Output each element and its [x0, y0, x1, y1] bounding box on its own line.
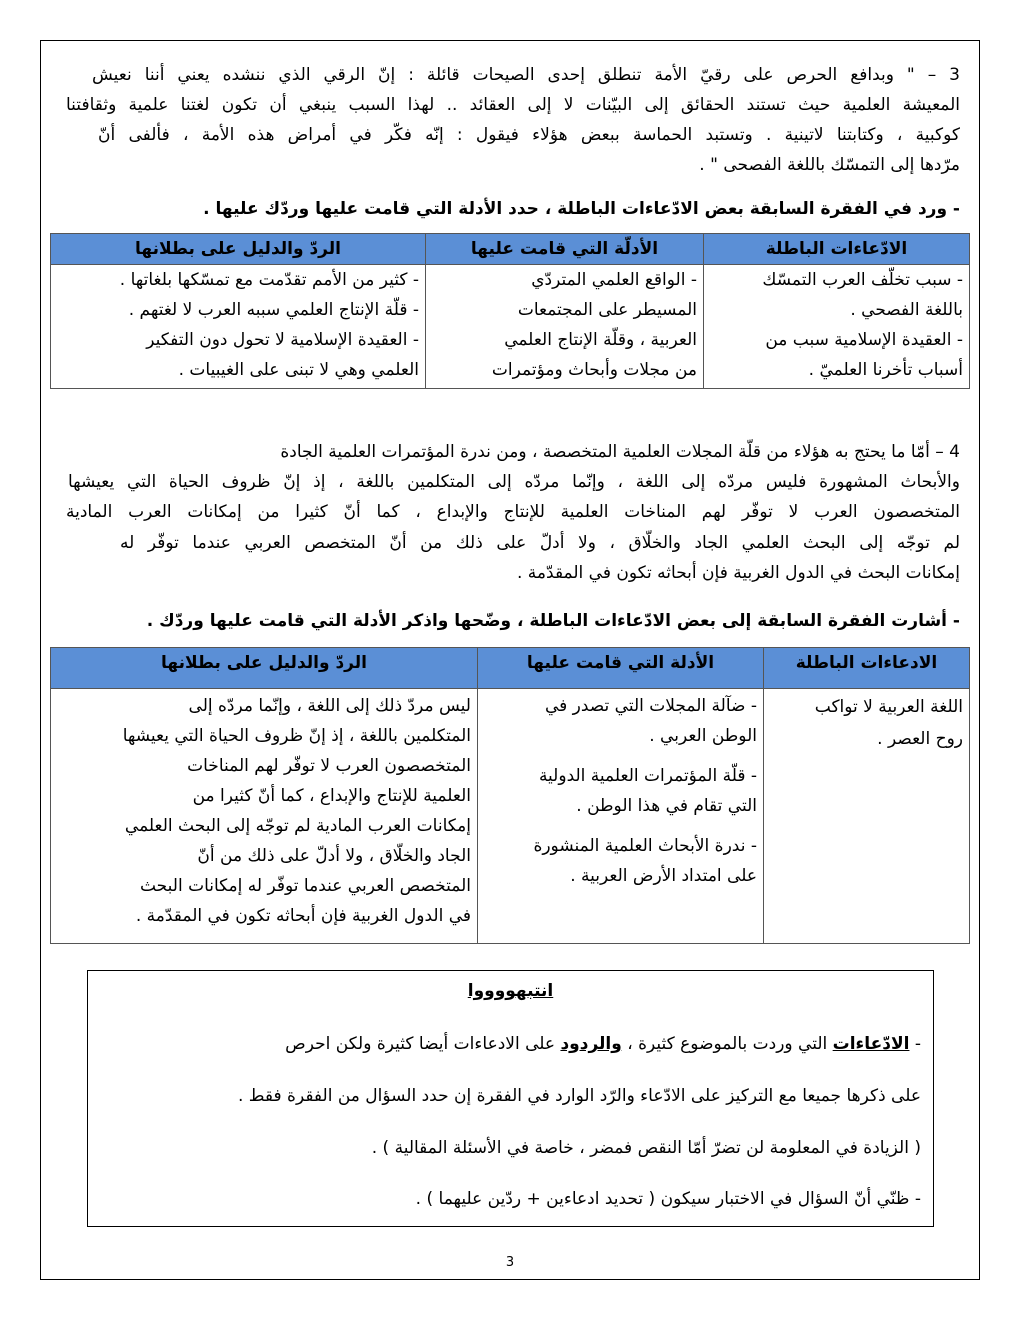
cell-line: - ضآلة المجلات التي تصدر في — [544, 696, 757, 716]
cell-line: الوطن العربي . — [649, 726, 757, 746]
attention-title-text: انتبهووووا — [467, 981, 554, 1001]
paragraph-line: لم توجّه إلى البحث العلمي الجاد والخلّاق ، ولا أدلّ على ذلك من أنّ المتخصص العربي عندما توفّر له — [120, 533, 960, 553]
term-rebuttals: والردود — [560, 1034, 622, 1054]
note-line-4: - ظنّي أنّ السؤال في الاختبار سيكون ( تحديد ادعاءين + ردّين عليهما ) . — [415, 1189, 921, 1209]
paragraph-line: المعيشة العلمية حيث تستند الحقائق إلى البيّنات لا إلى العقائد .. لهذا السبب ينبغي أن تكون لغتنا علمية وثقافتنا — [66, 95, 960, 115]
cell-line: المتخصص العربي عندما توفّر له إمكانات البحث — [139, 876, 471, 896]
claims-table-1 — [50, 233, 970, 389]
cell-line: المسيطر على المجتمعات — [517, 300, 697, 320]
note-text: على الادعاءات أيضا كثيرة ولكن احرص — [285, 1034, 561, 1054]
question-2: - أشارت الفقرة السابقة إلى بعض الادّعاءات الباطلة ، وضّحها واذكر الأدلة التي قامت عليها وردّك . — [146, 611, 960, 631]
paragraph-line: 4 – أمّا ما يحتج به هؤلاء من قلّة المجلات العلمية المتخصصة ، ومن ندرة المؤتمرات العلمية الجادة — [280, 442, 960, 462]
header-evidence: الأدلة التي قامت عليها — [478, 648, 764, 689]
note-line-2: على ذكرها جميعا مع التركيز على الادّعاء والرّد الوارد في الفقرة إن حدد السؤال من الفقرة فقط . — [237, 1086, 921, 1106]
cell-line: - سبب تخلّف العرب التمسّك — [762, 270, 963, 290]
cell-line: العلمية للإنتاج والإبداع ، كما أنّ كثيرا من — [192, 786, 471, 806]
page-number: 3 — [505, 1255, 515, 1270]
cell-line: أسباب تأخرنا العلميّ . — [808, 360, 963, 380]
paragraph-line: كوكبية ، وكتابتنا لاتينية . وتستبد الحماسة ببعض هؤلاء فيقول : إنّه فكّر في أمراض هذه الأمة ، فألفى أنّ — [98, 125, 960, 145]
attention-box — [87, 970, 934, 1227]
header-claims: الادّعاءات الباطلة — [704, 234, 970, 265]
cell-line: اللغة العربية لا تواكب — [814, 697, 963, 717]
cell-line: العربية ، وقلّة الإنتاج العلمي — [504, 330, 697, 350]
claims-table-2 — [50, 647, 970, 944]
claims-cell — [764, 689, 970, 944]
evidence-cell — [426, 265, 704, 389]
cell-line: من مجلات وأبحاث ومؤتمرات — [491, 360, 697, 380]
cell-line: - العقيدة الإسلامية سبب من — [765, 330, 963, 350]
cell-line: روح العصر . — [877, 729, 963, 749]
header-rebuttal: الردّ والدليل على بطلانها — [51, 648, 478, 689]
cell-line: في الدول الغربية فإن أبحاثه تكون في المقدّمة . — [135, 906, 471, 926]
cell-line: - ندرة الأبحاث العلمية المنشورة — [533, 836, 757, 856]
rebuttal-cell — [51, 265, 426, 389]
cell-line: إمكانات العرب المادية لم توجّه إلى البحث العلمي — [124, 816, 471, 836]
cell-line: باللغة الفصحي . — [850, 300, 963, 320]
cell-line: على امتداد الأرض العربية . — [570, 866, 757, 886]
header-claims: الادعاءات الباطلة — [764, 648, 970, 689]
paragraph-line: إمكانات البحث في الدول الغربية فإن أبحاثه تكون في المقدّمة . — [517, 563, 960, 583]
note-line-1 — [285, 1029, 921, 1059]
rebuttal-cell — [51, 689, 478, 944]
cell-line: - كثير من الأمم تقدّمت مع تمسّكها بلغاتها . — [119, 270, 419, 290]
paragraph-line: 3 – " وبدافع الحرص على رقيّ الأمة تنطلق إحدى الصيحات قائلة : إنّ الرقي الذي ننشده يعني أننا نعيش — [92, 65, 960, 85]
paragraph-line: مرّدها إلى التمسّك باللغة الفصحى " . — [699, 155, 960, 175]
question-1: - ورد في الفقرة السابقة بعض الادّعاءات الباطلة ، حدد الأدلة التي قامت عليها وردّك عليها . — [203, 199, 960, 219]
cell-line: - الواقع العلمي المتردّي — [531, 270, 697, 290]
cell-line: المتكلمين باللغة ، إذ إنّ ظروف الحياة التي يعيشها — [122, 726, 471, 746]
cell-line: الجاد والخلّاق ، ولا أدلّ على ذلك من أنّ — [197, 846, 471, 866]
paragraph-line: المتخصصون العرب لا توفّر لهم المناخات العلمية للإنتاج والإبداع ، كما أنّ كثيرا من إمكانات العرب المادية — [66, 502, 960, 522]
note-text: التي وردت بالموضوع كثيرة ، — [621, 1034, 833, 1054]
cell-line: التي تقام في هذا الوطن . — [576, 796, 757, 816]
term-claims: الادّعاءات — [832, 1034, 910, 1054]
cell-line: العلمي وهي لا تبنى على الغيبيات . — [178, 360, 419, 380]
claims-cell — [704, 265, 970, 389]
attention-title — [88, 976, 933, 1006]
cell-line: - العقيدة الإسلامية لا تحول دون التفكير — [146, 330, 419, 350]
header-evidence: الأدلّة التي قامت عليها — [426, 234, 704, 265]
cell-line: المتخصصون العرب لا توفّر لهم المناخات — [187, 756, 471, 776]
header-rebuttal: الردّ والدليل على بطلانها — [51, 234, 426, 265]
note-text: - — [909, 1034, 921, 1054]
evidence-cell — [478, 689, 764, 944]
cell-line: ليس مردّ ذلك إلى اللغة ، وإنّما مردّه إلى — [188, 696, 471, 716]
paragraph-line: والأبحاث المشهورة فليس مردّه إلى اللغة ، وإنّما مردّه إلى المتكلمين باللغة ، إذ إنّ ظروف الحياة التي يعيشها — [68, 472, 960, 492]
note-line-3: ( الزيادة في المعلومة لن تضرّ أمّا النقص فمضر ، خاصة في الأسئلة المقالية ) . — [371, 1138, 921, 1158]
cell-line: - قلّة الإنتاج العلمي سببه العرب لا لغتهم . — [128, 300, 419, 320]
cell-line: - قلّة المؤتمرات العلمية الدولية — [538, 766, 757, 786]
